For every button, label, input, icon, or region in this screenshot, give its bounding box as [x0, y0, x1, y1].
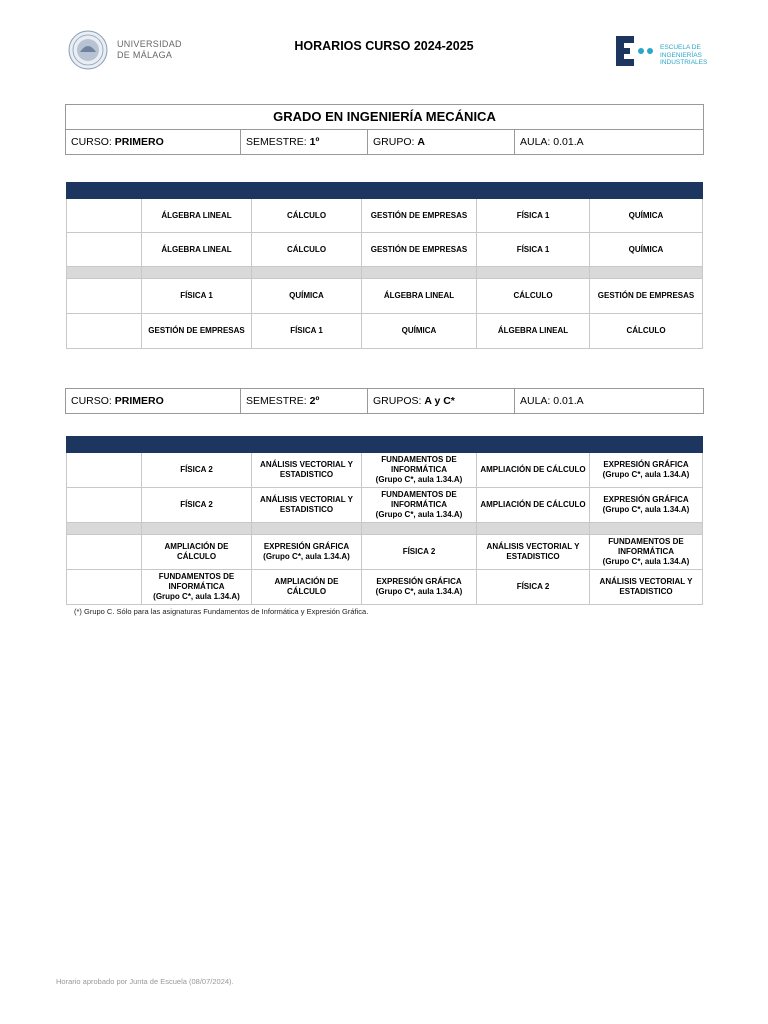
- separator-row: [67, 267, 703, 279]
- separator-row: [67, 523, 703, 535]
- subject-name: EXPRESIÓN GRÁFICA: [376, 577, 462, 586]
- semestre-value: 2º: [309, 395, 320, 407]
- subject-cell: [252, 535, 362, 570]
- time-cell: [67, 233, 142, 267]
- subject-name: QUÍMICA: [401, 326, 437, 335]
- university-line-2: DE MÁLAGA: [117, 50, 173, 60]
- subject-cell: [477, 199, 590, 233]
- time-cell: [67, 279, 142, 314]
- subject-name: ÁLGEBRA LINEAL: [497, 326, 569, 335]
- curso-label: CURSO:: [71, 136, 112, 148]
- semestre-cell: [240, 389, 367, 413]
- subject-name: FÍSICA 2: [180, 500, 213, 509]
- subject-cell: [252, 314, 362, 349]
- curso-cell: [66, 130, 240, 154]
- subject-cell: [252, 453, 362, 488]
- subject-cell: [477, 314, 590, 349]
- page-title: HORARIOS CURSO 2024-2025: [294, 39, 474, 53]
- table-header-bar: [67, 437, 703, 453]
- subject-name: ANÁLISIS VECTORIAL Y ESTADISTICO: [486, 542, 580, 561]
- subject-name: QUÍMICA: [628, 210, 664, 220]
- subject-name: GESTIÓN DE EMPRESAS: [370, 210, 468, 220]
- subject-cell: [142, 488, 252, 523]
- subject-cell: [362, 199, 477, 233]
- subject-name: AMPLIACIÓN DE CÁLCULO: [480, 465, 586, 474]
- aula-label: AULA:: [520, 136, 551, 148]
- subject-group-note: (Grupo C*, aula 1.34.A): [375, 475, 463, 484]
- subject-cell: [142, 233, 252, 267]
- subject-name: QUÍMICA: [289, 291, 324, 300]
- subject-name: AMPLIACIÓN DE CÁLCULO: [164, 542, 229, 561]
- subject-cell: [362, 535, 477, 570]
- subject-name: FÍSICA 1: [290, 326, 323, 335]
- table-row: [67, 488, 703, 523]
- semestre-label: SEMESTRE:: [246, 136, 307, 148]
- subject-name: FUNDAMENTOS DE INFORMÁTICA: [381, 455, 457, 474]
- subject-group-note: (Grupo C*, aula 1.34.A): [153, 592, 240, 601]
- subject-cell: [362, 233, 477, 267]
- subject-name: AMPLIACIÓN DE CÁLCULO: [480, 500, 586, 509]
- subject-cell: [252, 488, 362, 523]
- subject-cell: [590, 535, 703, 570]
- subject-cell: [590, 488, 703, 523]
- schedule-table-semester-2: [66, 436, 703, 605]
- subject-cell: [362, 279, 477, 314]
- subject-cell: [252, 233, 362, 267]
- table-row: [67, 279, 703, 314]
- degree-info-box: [65, 104, 704, 155]
- subject-cell: [362, 570, 477, 605]
- subject-cell: [362, 314, 477, 349]
- subject-name: ÁLGEBRA LINEAL: [161, 244, 232, 254]
- subject-cell: [477, 279, 590, 314]
- subject-name: FUNDAMENTOS DE INFORMÁTICA: [608, 537, 684, 556]
- table-row: [67, 453, 703, 488]
- table-row: [67, 314, 703, 349]
- subject-name: GESTIÓN DE EMPRESAS: [597, 291, 695, 300]
- subject-name: ANÁLISIS VECTORIAL Y ESTADISTICO: [599, 577, 693, 596]
- subject-name: FUNDAMENTOS DE INFORMÁTICA: [158, 572, 235, 591]
- school-e-logo-icon: [614, 34, 658, 68]
- subject-name: CÁLCULO: [286, 210, 327, 220]
- subject-cell: [477, 453, 590, 488]
- time-cell: [67, 199, 142, 233]
- curso-value: PRIMERO: [114, 395, 164, 407]
- time-cell: [67, 453, 142, 488]
- schedule-table-semester-1: [66, 182, 703, 349]
- curso-label: CURSO:: [71, 395, 112, 407]
- footnote: (*) Grupo C. Sólo para las asignaturas Fundamentos de Informática y Expresión Gráfica.: [74, 607, 369, 616]
- subject-name: EXPRESIÓN GRÁFICA: [263, 542, 350, 551]
- grupo-value: A: [417, 136, 425, 148]
- subject-cell: [142, 314, 252, 349]
- subject-cell: [590, 314, 703, 349]
- time-cell: [67, 570, 142, 605]
- subject-name: ANÁLISIS VECTORIAL Y ESTADISTICO: [260, 460, 353, 479]
- approval-note: Horario aprobado por Junta de Escuela (08/07/2024).: [56, 977, 234, 986]
- grupo-label: GRUPOS:: [373, 395, 422, 407]
- subject-name: FUNDAMENTOS DE INFORMÁTICA: [381, 490, 457, 509]
- subject-group-note: (Grupo C*, aula 1.34.A): [375, 510, 463, 519]
- subject-cell: [142, 279, 252, 314]
- subject-cell: [252, 199, 362, 233]
- subject-name: ÁLGEBRA LINEAL: [383, 291, 455, 300]
- table-row: [67, 570, 703, 605]
- semester-2-info-box: [65, 388, 704, 414]
- university-line-1: UNIVERSIDAD: [117, 39, 182, 49]
- subject-name: FÍSICA 2: [180, 465, 213, 474]
- subject-cell: [477, 570, 590, 605]
- subject-group-note: (Grupo C*, aula 1.34.A): [602, 557, 690, 566]
- semester-2-info-row: [66, 389, 703, 413]
- subject-name: EXPRESIÓN GRÁFICA: [603, 460, 689, 469]
- time-cell: [67, 488, 142, 523]
- subject-cell: [590, 570, 703, 605]
- table-row: [67, 199, 703, 233]
- subject-cell: [477, 535, 590, 570]
- subject-name: QUÍMICA: [628, 244, 664, 254]
- subject-group-note: (Grupo C*, aula 1.34.A): [602, 470, 690, 479]
- subject-name: ÁLGEBRA LINEAL: [161, 210, 232, 220]
- grupo-cell: [367, 389, 514, 413]
- aula-cell: [514, 389, 703, 413]
- table-row: [67, 535, 703, 570]
- grupo-cell: [367, 130, 514, 154]
- aula-value: 0.01.A: [553, 395, 584, 407]
- subject-cell: [142, 535, 252, 570]
- subject-cell: [252, 570, 362, 605]
- subject-name: CÁLCULO: [513, 291, 553, 300]
- semestre-label: SEMESTRE:: [246, 395, 307, 407]
- subject-cell: [590, 233, 703, 267]
- subject-name: GESTIÓN DE EMPRESAS: [370, 244, 468, 254]
- degree-title: GRADO EN INGENIERÍA MECÁNICA: [66, 105, 703, 130]
- subject-name: CÁLCULO: [626, 326, 666, 335]
- subject-name: FÍSICA 2: [516, 582, 550, 591]
- subject-name: EXPRESIÓN GRÁFICA: [603, 495, 689, 504]
- subject-cell: [590, 453, 703, 488]
- subject-cell: [142, 453, 252, 488]
- aula-cell: [514, 130, 703, 154]
- school-line-2: INGENIERÍAS: [660, 51, 702, 59]
- subject-name: FÍSICA 2: [402, 547, 436, 556]
- semestre-cell: [240, 130, 367, 154]
- subject-group-note: (Grupo C*, aula 1.34.A): [263, 552, 350, 561]
- subject-group-note: (Grupo C*, aula 1.34.A): [375, 587, 463, 596]
- time-cell: [67, 314, 142, 349]
- subject-name: AMPLIACIÓN DE CÁLCULO: [274, 577, 339, 596]
- time-cell: [67, 535, 142, 570]
- curso-value: PRIMERO: [114, 136, 164, 148]
- subject-name: FÍSICA 1: [180, 291, 213, 300]
- semester-1-info-row: [66, 130, 703, 154]
- subject-cell: [142, 199, 252, 233]
- subject-cell: [362, 488, 477, 523]
- semestre-value: 1º: [309, 136, 320, 148]
- subject-cell: [252, 279, 362, 314]
- school-line-1: ESCUELA DE: [660, 44, 701, 51]
- subject-cell: [590, 279, 703, 314]
- subject-name: GESTIÓN DE EMPRESAS: [148, 326, 245, 335]
- aula-label: AULA:: [520, 395, 551, 407]
- school-name: [660, 44, 707, 67]
- subject-cell: [142, 570, 252, 605]
- subject-cell: [477, 233, 590, 267]
- aula-value: 0.01.A: [553, 136, 584, 148]
- grupo-value: A y C*: [424, 395, 455, 407]
- subject-cell: [362, 453, 477, 488]
- subject-name: FÍSICA 1: [516, 210, 550, 220]
- subject-name: FÍSICA 1: [516, 244, 550, 254]
- subject-cell: [590, 199, 703, 233]
- table-header-bar: [67, 183, 703, 199]
- subject-group-note: (Grupo C*, aula 1.34.A): [602, 505, 690, 514]
- subject-name: CÁLCULO: [286, 244, 327, 254]
- table-row: [67, 233, 703, 267]
- subject-cell: [477, 488, 590, 523]
- curso-cell: [66, 389, 240, 413]
- subject-name: ANÁLISIS VECTORIAL Y ESTADISTICO: [260, 495, 353, 514]
- school-line-3: INDUSTRIALES: [660, 59, 708, 66]
- grupo-label: GRUPO:: [373, 136, 415, 148]
